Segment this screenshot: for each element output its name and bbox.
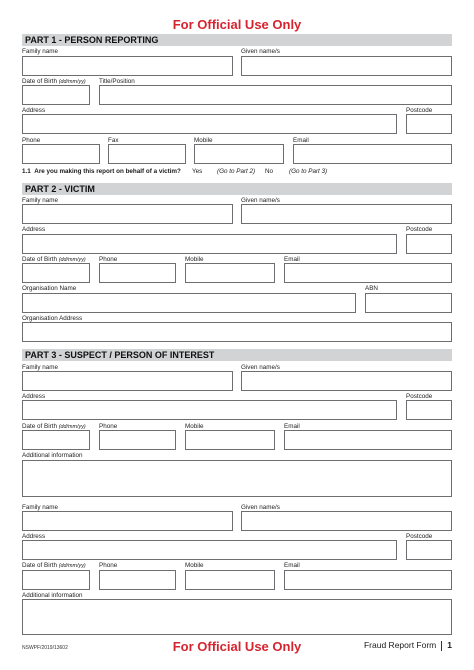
p2-email-field[interactable] bbox=[284, 263, 452, 283]
p2-abn-field[interactable] bbox=[365, 293, 452, 313]
p3-s1-family-name-label: Family name bbox=[22, 364, 59, 371]
p1-phone-field[interactable] bbox=[22, 144, 100, 164]
p1-phone-label: Phone bbox=[22, 137, 41, 144]
p2-email-label: Email bbox=[284, 256, 300, 263]
page-number: 1 bbox=[447, 640, 452, 650]
p1-address-label: Address bbox=[22, 107, 46, 114]
p2-family-name-label: Family name bbox=[22, 197, 59, 204]
p3-s2-family-name-label: Family name bbox=[22, 504, 59, 511]
p3-s2-additional-label: Additional information bbox=[22, 592, 83, 599]
p3-s1-mobile-field[interactable] bbox=[185, 430, 275, 450]
p2-phone-field[interactable] bbox=[99, 263, 176, 283]
p3-s1-family-name-field[interactable] bbox=[22, 371, 233, 391]
p3-s2-phone-label: Phone bbox=[99, 562, 118, 569]
p3-s2-family-name-field[interactable] bbox=[22, 511, 233, 531]
p1-no-goto: (Go to Part 3) bbox=[289, 168, 328, 175]
p3-s1-additional-field[interactable] bbox=[22, 460, 452, 497]
p1-fax-field[interactable] bbox=[108, 144, 186, 164]
p2-postcode-field[interactable] bbox=[406, 234, 452, 254]
p1-no-option[interactable]: No bbox=[265, 168, 274, 175]
p3-s2-postcode-label: Postcode bbox=[406, 533, 433, 540]
p1-title-position-field[interactable] bbox=[99, 85, 452, 105]
p3-s1-dob-label: Date of Birth (dd/mm/yy) bbox=[22, 423, 86, 430]
p2-org-address-field[interactable] bbox=[22, 322, 452, 342]
p3-s2-address-label: Address bbox=[22, 533, 46, 540]
p3-s2-phone-field[interactable] bbox=[99, 570, 176, 590]
p3-s1-dob-field[interactable] bbox=[22, 430, 90, 450]
footer-form-code: NSWPF/2019/13602 bbox=[22, 645, 68, 651]
p2-org-name-label: Organisation Name bbox=[22, 285, 77, 292]
p1-mobile-field[interactable] bbox=[194, 144, 284, 164]
p3-s1-phone-field[interactable] bbox=[99, 430, 176, 450]
p1-given-names-label: Given name/s bbox=[241, 48, 280, 55]
p3-s2-given-names-label: Given name/s bbox=[241, 504, 280, 511]
p1-address-field[interactable] bbox=[22, 114, 397, 134]
p2-phone-label: Phone bbox=[99, 256, 118, 263]
p3-s1-additional-label: Additional information bbox=[22, 452, 83, 459]
p2-given-names-label: Given name/s bbox=[241, 197, 280, 204]
p3-s1-given-names-field[interactable] bbox=[241, 371, 452, 391]
p3-s1-mobile-label: Mobile bbox=[185, 423, 204, 430]
p3-s2-mobile-field[interactable] bbox=[185, 570, 275, 590]
p3-s2-email-field[interactable] bbox=[284, 570, 452, 590]
p1-postcode-label: Postcode bbox=[406, 107, 433, 114]
p1-dob-field[interactable] bbox=[22, 85, 90, 105]
footer-separator bbox=[441, 641, 442, 651]
p2-abn-label: ABN bbox=[365, 285, 378, 292]
p2-org-address-label: Organisation Address bbox=[22, 315, 83, 322]
p3-s1-given-names-label: Given name/s bbox=[241, 364, 280, 371]
official-use-header: For Official Use Only bbox=[172, 17, 302, 32]
p1-dob-label: Date of Birth (dd/mm/yy) bbox=[22, 78, 86, 85]
p2-postcode-label: Postcode bbox=[406, 226, 433, 233]
p1-mobile-label: Mobile bbox=[194, 137, 213, 144]
p3-s1-postcode-label: Postcode bbox=[406, 393, 433, 400]
p3-s2-address-field[interactable] bbox=[22, 540, 397, 560]
p1-yes-option[interactable]: Yes bbox=[192, 168, 203, 175]
p3-s2-mobile-label: Mobile bbox=[185, 562, 204, 569]
footer-form-title: Fraud Report Form 1 bbox=[363, 640, 452, 650]
p1-email-label: Email bbox=[293, 137, 309, 144]
part2-title: PART 2 - VICTIM bbox=[22, 183, 452, 195]
p1-fax-label: Fax bbox=[108, 137, 119, 144]
p3-s1-phone-label: Phone bbox=[99, 423, 118, 430]
p2-mobile-label: Mobile bbox=[185, 256, 204, 263]
p2-dob-field[interactable] bbox=[22, 263, 90, 283]
p2-address-label: Address bbox=[22, 226, 46, 233]
p1-postcode-field[interactable] bbox=[406, 114, 452, 134]
p3-s2-given-names-field[interactable] bbox=[241, 511, 452, 531]
p2-dob-label: Date of Birth (dd/mm/yy) bbox=[22, 256, 86, 263]
p2-address-field[interactable] bbox=[22, 234, 397, 254]
p1-given-names-field[interactable] bbox=[241, 56, 452, 76]
p3-s1-postcode-field[interactable] bbox=[406, 400, 452, 420]
p1-yes-goto: (Go to Part 2) bbox=[217, 168, 256, 175]
p2-mobile-field[interactable] bbox=[185, 263, 275, 283]
p3-s1-address-label: Address bbox=[22, 393, 46, 400]
p3-s2-email-label: Email bbox=[284, 562, 300, 569]
p2-given-names-field[interactable] bbox=[241, 204, 452, 224]
part1-title: PART 1 - PERSON REPORTING bbox=[22, 34, 452, 46]
p1-family-name-label: Family name bbox=[22, 48, 59, 55]
p3-s2-dob-field[interactable] bbox=[22, 570, 90, 590]
p3-s1-email-field[interactable] bbox=[284, 430, 452, 450]
p3-s1-address-field[interactable] bbox=[22, 400, 397, 420]
p1-title-position-label: Title/Position bbox=[99, 78, 135, 85]
p2-family-name-field[interactable] bbox=[22, 204, 233, 224]
official-use-footer: For Official Use Only bbox=[172, 639, 302, 654]
p1-email-field[interactable] bbox=[293, 144, 452, 164]
part3-title: PART 3 - SUSPECT / PERSON OF INTEREST bbox=[22, 349, 452, 361]
p3-s1-email-label: Email bbox=[284, 423, 300, 430]
p3-s2-dob-label: Date of Birth (dd/mm/yy) bbox=[22, 562, 86, 569]
p1-family-name-field[interactable] bbox=[22, 56, 233, 76]
p1-question: 1.1 Are you making this report on behalf of a victim? bbox=[22, 168, 181, 175]
p3-s2-postcode-field[interactable] bbox=[406, 540, 452, 560]
p2-org-name-field[interactable] bbox=[22, 293, 356, 313]
p3-s2-additional-field[interactable] bbox=[22, 599, 452, 635]
